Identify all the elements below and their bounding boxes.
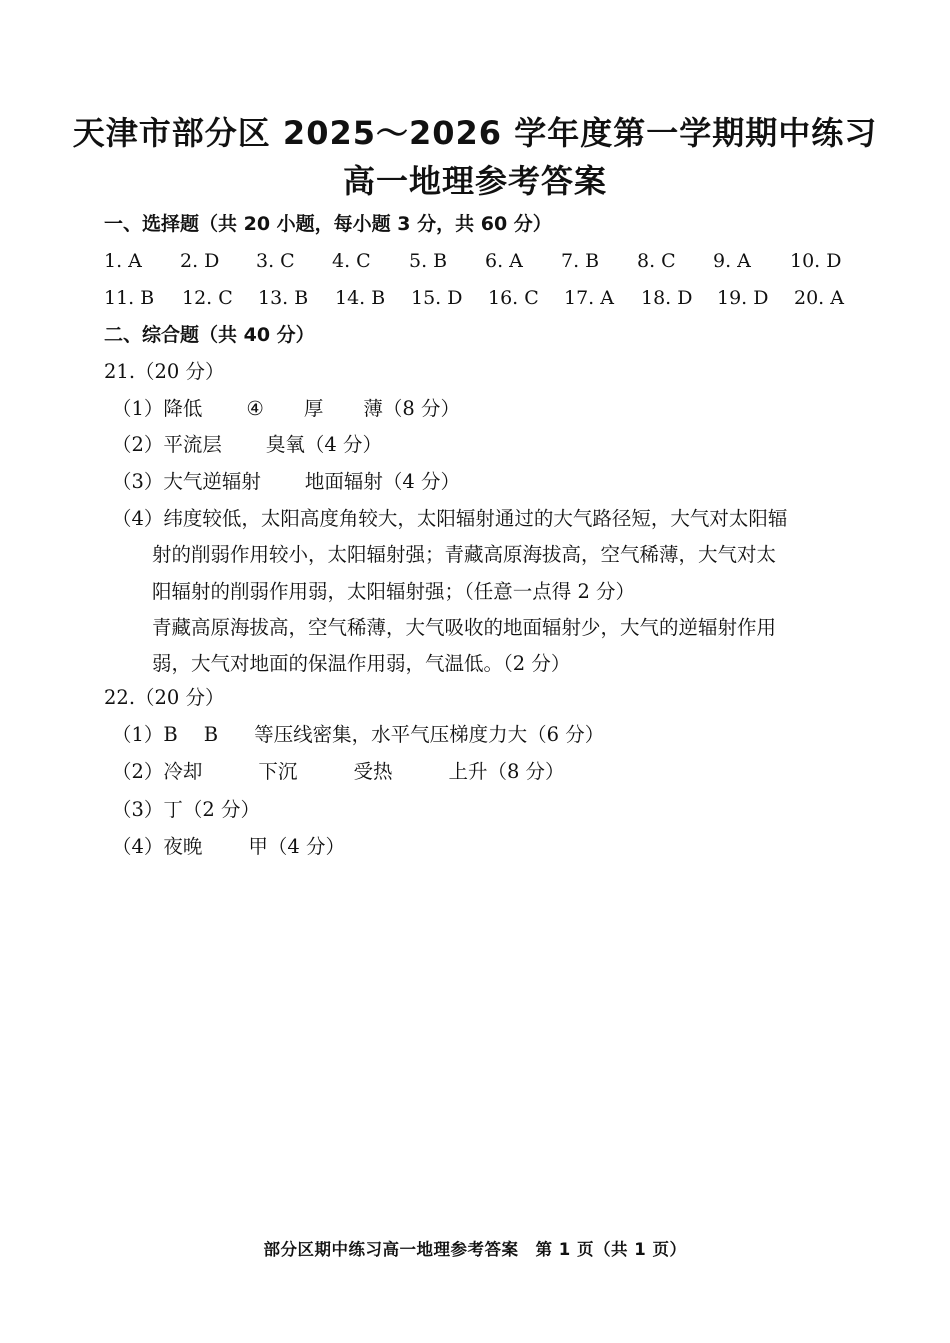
- q21-part4-line5: 弱，大气对地面的保温作用弱，气温低。（2 分）: [152, 652, 571, 675]
- answer-item: 15. D: [411, 287, 463, 309]
- answer-text: 臭氧（4 分）: [265, 433, 383, 456]
- answer-text: 薄（8 分）: [363, 397, 461, 420]
- q21-part4-line4: 青藏高原海拔高，空气稀薄，大气吸收的地面辐射少，大气的逆辐射作用: [152, 616, 777, 639]
- answer-item: 11. B: [104, 287, 155, 309]
- answer-text: 甲（4 分）: [248, 835, 346, 858]
- answer-item: 1. A: [104, 250, 142, 272]
- answer-text: 下沉: [258, 760, 298, 783]
- page-subtitle: 高一地理参考答案: [342, 162, 607, 200]
- answer-text: 受热: [353, 760, 393, 783]
- q21-part1: [112, 396, 460, 422]
- answer-item: 4. C: [332, 250, 371, 272]
- answer-item: 6. A: [485, 250, 523, 272]
- answer-text: 等压线密集，水平气压梯度力大（6 分）: [254, 723, 605, 746]
- answer-item: 20. A: [794, 287, 844, 309]
- answer-item: 7. B: [561, 250, 600, 272]
- page-footer: 部分区期中练习高一地理参考答案 第 1 页（共 1 页）: [263, 1240, 687, 1259]
- q22-part1: [112, 722, 604, 748]
- answer-item: 12. C: [182, 287, 233, 309]
- q21-part2: [112, 432, 382, 458]
- q21-part4-line1: （4）纬度较低，太阳高度角较大，太阳辐射通过的大气路径短，大气对太阳辐: [112, 507, 788, 530]
- part-label: （2）平流层: [112, 433, 222, 456]
- q22-heading: 22.（20 分）: [104, 686, 225, 709]
- answer-item: 13. B: [258, 287, 309, 309]
- answer-item: 18. D: [641, 287, 693, 309]
- answer-item: 5. B: [409, 250, 448, 272]
- answers-row-1: [104, 248, 849, 274]
- q21-part3: [112, 469, 460, 495]
- answer-item: 19. D: [717, 287, 769, 309]
- q21-heading: 21.（20 分）: [104, 360, 225, 383]
- part-label: （4）夜晚: [112, 835, 203, 858]
- section2-heading: 二、综合题（共 40 分）: [104, 324, 315, 346]
- part-label: （3）大气逆辐射: [112, 470, 261, 493]
- answer-text: 上升（8 分）: [448, 760, 565, 783]
- answer-item: 10. D: [790, 250, 842, 272]
- answers-row-2: [104, 285, 849, 311]
- answer-text: 厚: [303, 397, 324, 420]
- section1-heading: 一、选择题（共 20 小题，每小题 3 分，共 60 分）: [104, 213, 552, 235]
- q22-part3: （3）丁（2 分）: [112, 798, 261, 821]
- q21-part4-line3: 阳辐射的削弱作用弱，太阳辐射强；（任意一点得 2 分）: [152, 580, 636, 603]
- answer-item: 8. C: [637, 250, 676, 272]
- part-label: （2）冷却: [112, 760, 203, 783]
- answer-item: 14. B: [335, 287, 386, 309]
- page-title: 天津市部分区 2025～2026 学年度第一学期期中练习: [72, 114, 878, 152]
- answer-item: 3. C: [256, 250, 295, 272]
- q21-part4-line2: 射的削弱作用较小，太阳辐射强；青藏高原海拔高，空气稀薄，大气对太: [152, 543, 777, 566]
- q22-part2: [112, 759, 565, 785]
- answer-item: 9. A: [713, 250, 751, 272]
- q22-part4: [112, 834, 345, 860]
- answer-text: 地面辐射（4 分）: [304, 470, 461, 493]
- answer-item: 2. D: [180, 250, 220, 272]
- part-label: （1）B: [112, 723, 178, 746]
- answer-item: 16. C: [488, 287, 539, 309]
- part-label: （1）降低: [112, 397, 203, 420]
- answer-item: 17. A: [564, 287, 614, 309]
- answer-text: ④: [246, 397, 264, 420]
- answer-text: B: [203, 723, 219, 746]
